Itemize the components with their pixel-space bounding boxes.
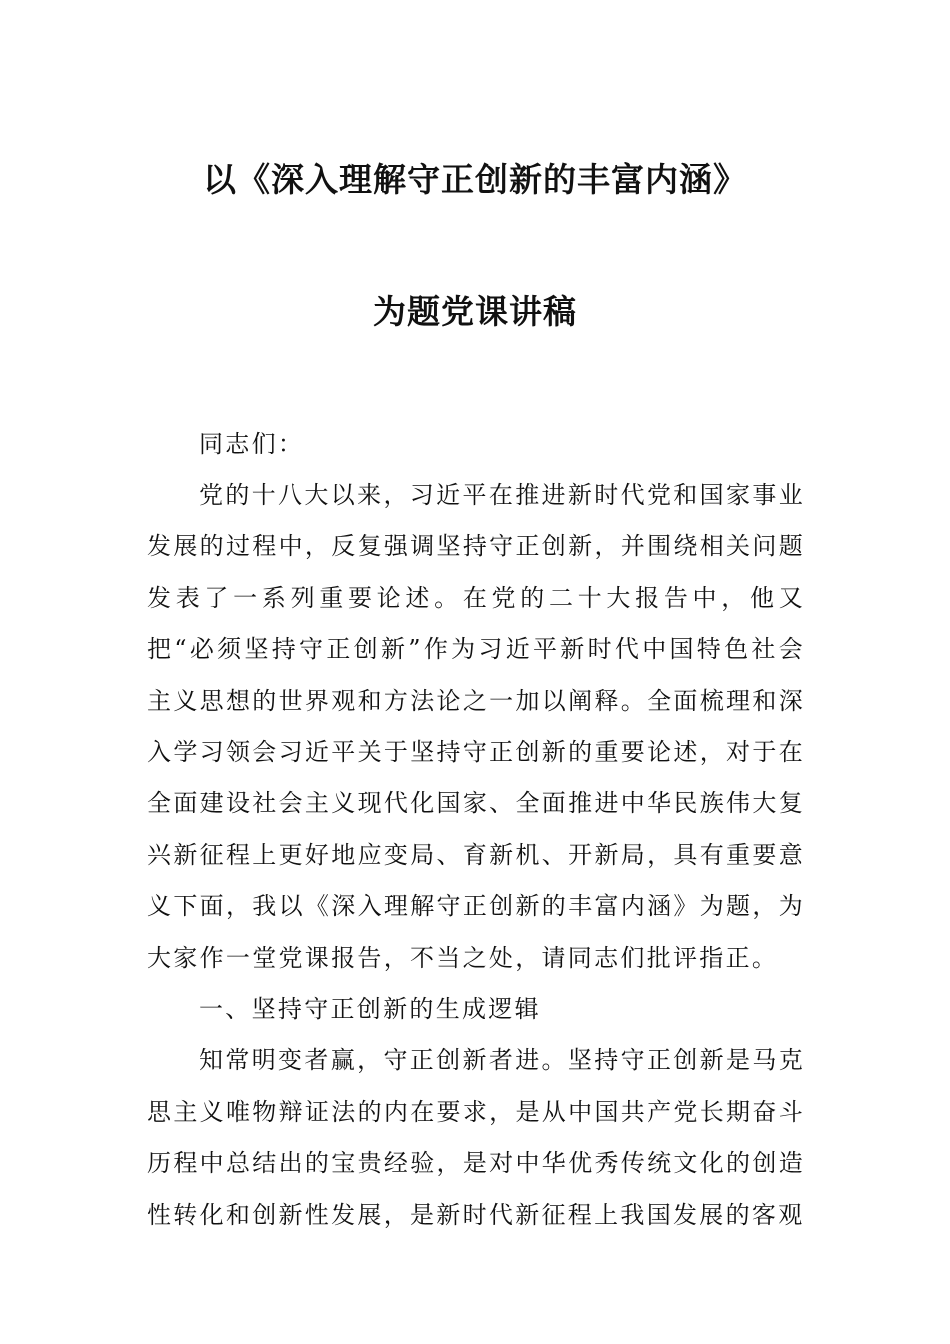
document-body <box>147 470 805 1241</box>
salutation-text: 同志们： <box>199 430 305 458</box>
section-heading-1: 一、坚持守正创新的生成逻辑 <box>199 995 541 1024</box>
document-title-line-1: 以《深入理解守正创新的丰富内涵》 <box>203 160 747 199</box>
salutation <box>147 419 805 470</box>
body-paragraph-section-1: 知常明变者赢，守正创新者进。坚持守正创新是马克思主义唯物辩证法的内在要求，是从中国共产党长期奋斗历程中总结出的宝贵经验，是对中华优秀传统文化的创造性转化和创新性发展，是新时代新征程上我国发展的客观 <box>147 1046 805 1229</box>
body-paragraph-intro: 党的十八大以来，习近平在推进新时代党和国家事业发展的过程中，反复强调坚持守正创新，并围绕相关问题发表了一系列重要论述。在党的二十大报告中，他又把“必须坚持守正创新”作为习近平新时代中国特色社会主义思想的世界观和方法论之一加以阐释。全面梳理和深入学习领会习近平关于坚持守正创新的重要论述，对于在全面建设社会主义现代化国家、全面推进中华民族伟大复兴新征程上更好地应变局、育新机、开新局，具有重要意义下面，我以《深入理解守正创新的丰富内涵》为题，为大家作一堂党课报告，不当之处，请同志们批评指正。 <box>147 481 805 972</box>
document-title-line-2: 为题党课讲稿 <box>373 292 577 331</box>
